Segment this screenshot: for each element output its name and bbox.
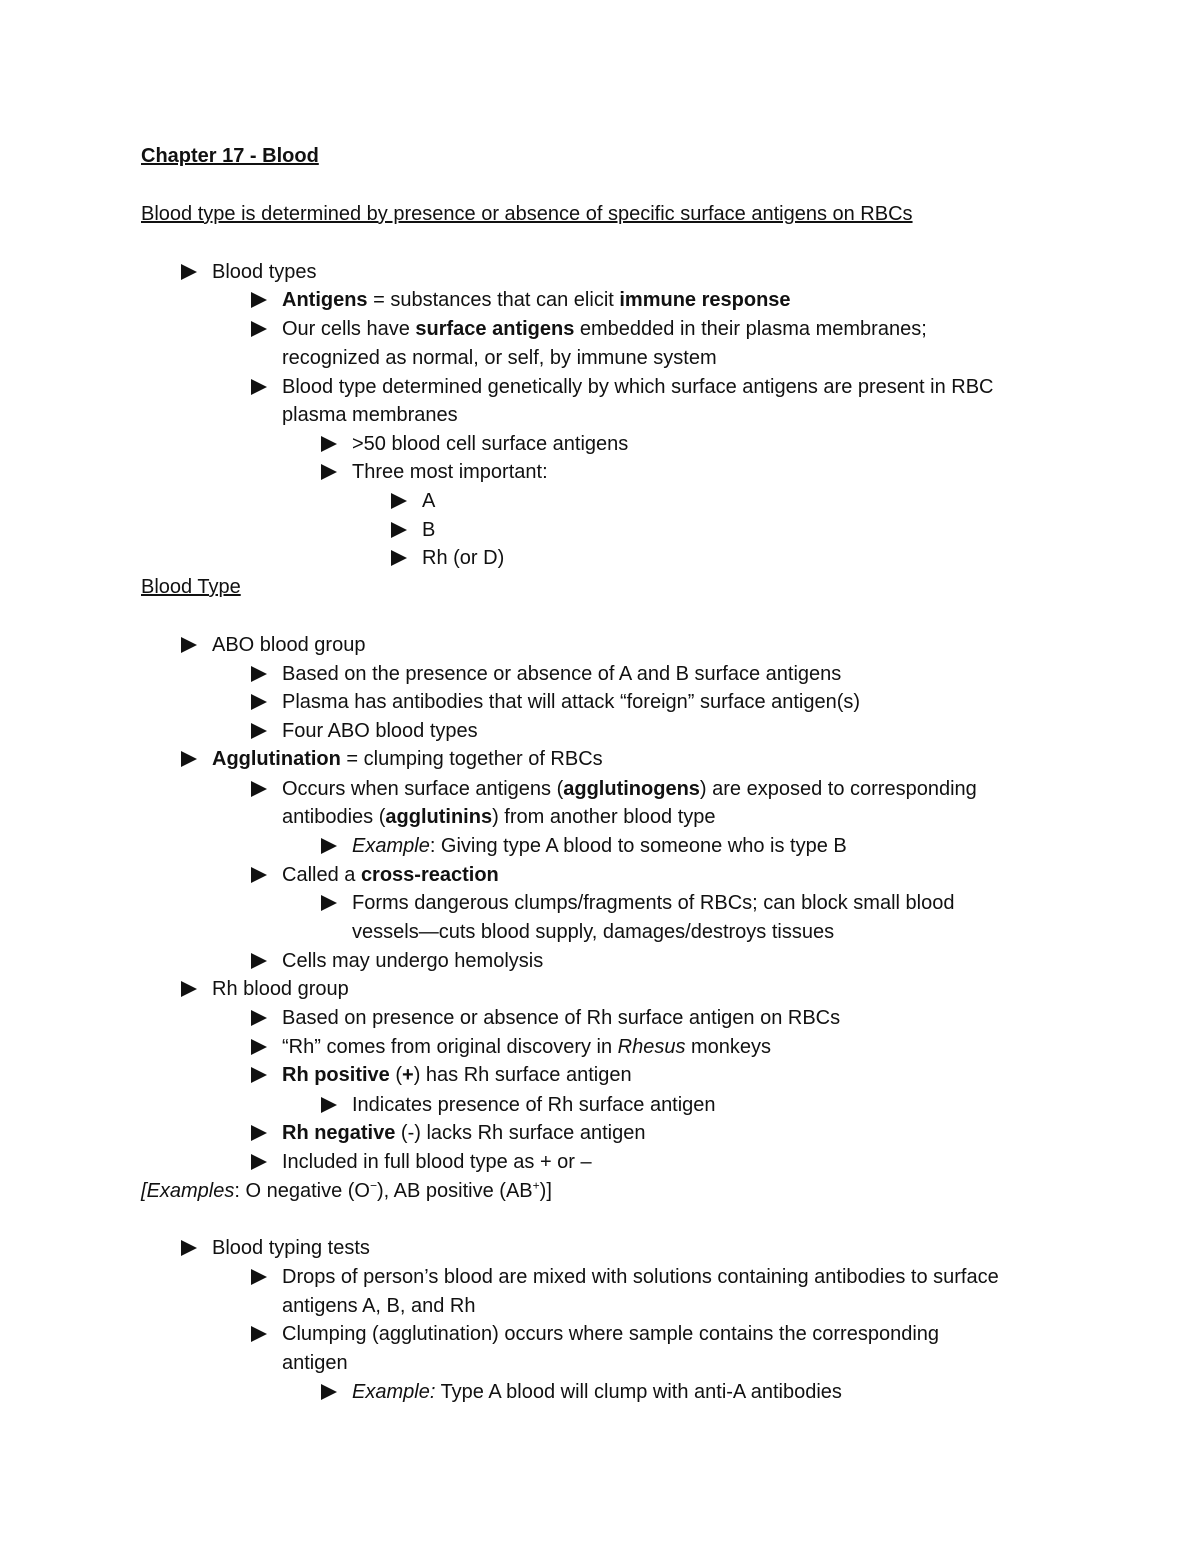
list-item-continuation: antigens A, B, and Rh: [282, 1295, 476, 1317]
list-item: Rh positive (+) has Rh surface antigen: [282, 1064, 632, 1086]
examples-note: [Examples: O negative (O−), AB positive (AB+)]: [141, 1178, 552, 1202]
list-item: Rh (or D): [422, 547, 505, 569]
list-item: Blood typing tests: [212, 1237, 370, 1259]
bullet-arrow-icon: [251, 1154, 267, 1170]
bullet-arrow-icon: [251, 867, 267, 883]
list-item: Drops of person’s blood are mixed with solutions containing antibodies to surface: [282, 1266, 999, 1288]
bullet-arrow-icon: [321, 838, 337, 854]
list-item: ABO blood group: [212, 634, 366, 656]
list-item: B: [422, 519, 436, 541]
list-item: Indicates presence of Rh surface antigen: [352, 1094, 716, 1116]
bullet-arrow-icon: [181, 1240, 197, 1256]
list-item: Based on presence or absence of Rh surface antigen on RBCs: [282, 1007, 841, 1029]
list-item-continuation: antigen: [282, 1352, 348, 1374]
list-item: Agglutination = clumping together of RBCs: [212, 748, 603, 770]
bullet-arrow-icon: [181, 751, 197, 767]
bullet-arrow-icon: [251, 953, 267, 969]
bullet-arrow-icon: [251, 1039, 267, 1055]
bullet-arrow-icon: [251, 1010, 267, 1026]
intro-heading: Blood type is determined by presence or absence of specific surface antigens on RBCs: [141, 203, 913, 225]
list-item: Three most important:: [352, 461, 548, 483]
list-item: >50 blood cell surface antigens: [352, 433, 629, 455]
bullet-arrow-icon: [251, 379, 267, 395]
list-item: Rh negative (-) lacks Rh surface antigen: [282, 1122, 646, 1144]
list-item: Based on the presence or absence of A and B surface antigens: [282, 663, 842, 685]
bullet-arrow-icon: [321, 1097, 337, 1113]
list-item: Occurs when surface antigens (agglutinogens) are exposed to corresponding: [282, 778, 977, 800]
list-item: Our cells have surface antigens embedded in their plasma membranes;: [282, 318, 927, 340]
bullet-arrow-icon: [251, 1326, 267, 1342]
bullet-arrow-icon: [181, 981, 197, 997]
list-item: Included in full blood type as + or –: [282, 1151, 592, 1173]
bullet-arrow-icon: [321, 1384, 337, 1400]
bullet-arrow-icon: [181, 637, 197, 653]
list-item-continuation: antibodies (agglutinins) from another blood type: [282, 806, 716, 828]
list-item: Example: Type A blood will clump with anti-A antibodies: [352, 1381, 842, 1403]
bullet-arrow-icon: [251, 321, 267, 337]
list-item: Blood type determined genetically by which surface antigens are present in RBC: [282, 376, 994, 398]
list-item: Clumping (agglutination) occurs where sample contains the corresponding: [282, 1323, 940, 1345]
bullet-arrow-icon: [321, 464, 337, 480]
page-title: Chapter 17 - Blood: [141, 145, 319, 167]
list-item: Example: Giving type A blood to someone who is type B: [352, 835, 847, 857]
list-item: Rh blood group: [212, 978, 349, 1000]
bullet-arrow-icon: [251, 1125, 267, 1141]
list-item: Antigens = substances that can elicit immune response: [282, 289, 791, 311]
list-item: Cells may undergo hemolysis: [282, 950, 544, 972]
list-item: Forms dangerous clumps/fragments of RBCs; can block small blood: [352, 892, 955, 914]
bullet-arrow-icon: [321, 436, 337, 452]
bullet-arrow-icon: [251, 1067, 267, 1083]
list-item: Called a cross-reaction: [282, 864, 499, 886]
list-item: A: [422, 490, 436, 512]
bullet-arrow-icon: [391, 522, 407, 538]
bullet-arrow-icon: [181, 264, 197, 280]
section-heading: Blood Type: [141, 576, 241, 598]
bullet-arrow-icon: [391, 550, 407, 566]
list-item-continuation: vessels—cuts blood supply, damages/destroys tissues: [352, 921, 835, 943]
list-item-continuation: recognized as normal, or self, by immune system: [282, 347, 717, 369]
list-item: Plasma has antibodies that will attack “foreign” surface antigen(s): [282, 691, 861, 713]
list-item-continuation: plasma membranes: [282, 404, 458, 426]
bullet-arrow-icon: [251, 292, 267, 308]
list-item: Blood types: [212, 261, 317, 283]
list-item: Four ABO blood types: [282, 720, 478, 742]
bullet-arrow-icon: [251, 1269, 267, 1285]
bullet-arrow-icon: [251, 723, 267, 739]
bullet-arrow-icon: [321, 895, 337, 911]
list-item: “Rh” comes from original discovery in Rhesus monkeys: [282, 1036, 772, 1058]
bullet-arrow-icon: [251, 666, 267, 682]
bullet-arrow-icon: [251, 694, 267, 710]
bullet-arrow-icon: [251, 781, 267, 797]
bullet-arrow-icon: [391, 493, 407, 509]
